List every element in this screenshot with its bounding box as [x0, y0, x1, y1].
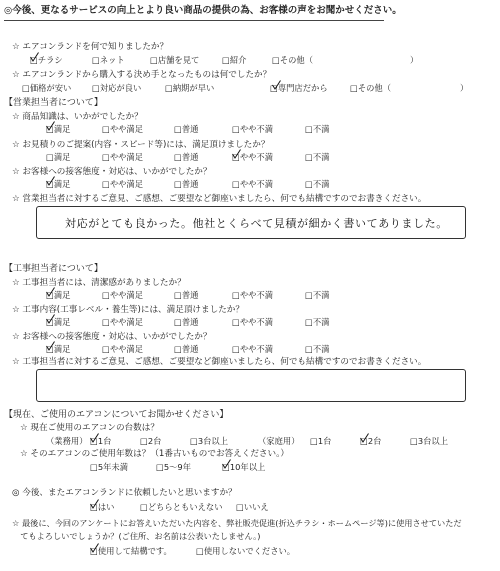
sales-q3-opt-neutral[interactable]: □普通: [174, 179, 199, 189]
check-mark-icon: [272, 80, 281, 90]
construction-q2: ☆ 工事内容(工事レベル・養生等)には、満足頂けましたか？: [12, 305, 244, 315]
final-allow[interactable]: □使用して結構です。: [90, 546, 172, 556]
check-mark-icon: [46, 121, 55, 131]
construction-q1-opt-somewhat-satisfied[interactable]: □やや満足: [102, 290, 144, 300]
q1-option-net[interactable]: □ネット: [92, 55, 125, 65]
check-mark-icon: [46, 341, 55, 351]
check-mark-icon: [360, 433, 369, 443]
check-mark-icon: [46, 287, 55, 297]
construction-q1: ☆ 工事担当者には、清潔感がありましたか？: [12, 278, 186, 288]
construction-q3: ☆ お客様への接客態度・対応は、いかがでしたか？: [12, 332, 212, 342]
construction-q2-opt-somewhat-satisfied[interactable]: □やや満足: [102, 317, 144, 327]
final-question-line1: ☆ 最後に、今回のアンケートにお答えいただいた内容を、弊社販売促進(折込チラシ・ホームページ等)に使用させていただ: [12, 518, 462, 528]
again-neutral[interactable]: □どちらともいえない: [140, 502, 223, 512]
construction-q2-opt-somewhat-dissatisfied[interactable]: □やや不満: [232, 317, 274, 327]
sales-q3-opt-dissatisfied[interactable]: □不満: [305, 179, 330, 189]
home-count-1[interactable]: □1台: [310, 436, 332, 446]
q1-option-referral[interactable]: □紹介: [222, 55, 247, 65]
current-business-label: （業務用）: [46, 436, 88, 446]
construction-comment-prompt: ☆ 工事担当者に対するご意見、ご感想、ご要望など御座いましたら、何でも結構ですのでお書きください。: [12, 357, 427, 367]
sales-q1: ☆ 商品知識は、いかがでしたか？: [12, 112, 143, 122]
business-count-1[interactable]: □1台: [90, 436, 112, 446]
construction-q3-opt-dissatisfied[interactable]: □不満: [305, 344, 330, 354]
q2-option-price[interactable]: □価格が安い: [22, 83, 72, 93]
current-count-question: ☆ 現在ご使用のエアコンの台数は？: [20, 423, 159, 433]
header-underline: [4, 20, 384, 21]
construction-q2-opt-neutral[interactable]: □普通: [174, 317, 199, 327]
check-mark-icon: [90, 433, 99, 443]
current-years-question: ☆ そのエアコンのご使用年数は？（1番古いものでお答えください。）: [20, 449, 289, 459]
construction-section-title: 【工事担当者について】: [4, 264, 103, 274]
sales-q1-opt-somewhat-dissatisfied[interactable]: □やや不満: [232, 124, 274, 134]
current-section-title: 【現在、ご使用のエアコンについてお聞かせください】: [4, 410, 229, 420]
years-under-5[interactable]: □5年未満: [90, 462, 129, 472]
q1-option-other-close: ）: [410, 55, 419, 65]
sales-q1-opt-satisfied[interactable]: □満足: [46, 124, 71, 134]
check-mark-icon: [90, 499, 99, 509]
check-mark-icon: [46, 314, 55, 324]
q2-question: ☆ エアコンランドから購入する決め手となったものは何でしたか？: [12, 70, 272, 80]
sales-q2-opt-dissatisfied[interactable]: □不満: [305, 152, 330, 162]
final-deny[interactable]: □使用しないでください。: [196, 546, 296, 556]
sales-q3-opt-somewhat-dissatisfied[interactable]: □やや不満: [232, 179, 274, 189]
sales-q2: ☆ お見積りのご提案(内容・スピード等)には、満足頂けましたか？: [12, 140, 270, 150]
construction-q1-opt-somewhat-dissatisfied[interactable]: □やや不満: [232, 290, 274, 300]
q1-option-flyer[interactable]: □チラシ: [30, 55, 63, 65]
construction-q3-opt-somewhat-dissatisfied[interactable]: □やや不満: [232, 344, 274, 354]
q1-option-other[interactable]: □その他（: [272, 55, 314, 65]
q2-option-specialist[interactable]: □専門店だから: [270, 83, 328, 93]
sales-comment-text: 対応がとても良かった。他社とくらべて見積が細かく書いてありました。: [65, 217, 448, 230]
years-5-9[interactable]: □5～9年: [156, 462, 191, 472]
check-mark-icon: [232, 149, 241, 159]
sales-q3: ☆ お客様への接客態度・対応は、いかがでしたか？: [12, 167, 212, 177]
construction-q1-opt-dissatisfied[interactable]: □不満: [305, 290, 330, 300]
again-yes[interactable]: □はい: [90, 502, 115, 512]
sales-q1-opt-neutral[interactable]: □普通: [174, 124, 199, 134]
years-10-plus[interactable]: □10年以上: [222, 462, 266, 472]
sales-q2-opt-neutral[interactable]: □普通: [174, 152, 199, 162]
home-count-3plus[interactable]: □3台以上: [410, 436, 449, 446]
construction-q2-opt-satisfied[interactable]: □満足: [46, 317, 71, 327]
sales-q2-opt-somewhat-dissatisfied[interactable]: □やや不満: [232, 152, 274, 162]
sales-comment-prompt: ☆ 営業担当者に対するご意見、ご感想、ご要望など御座いましたら、何でも結構ですのでお書きください。: [12, 194, 427, 204]
sales-q3-opt-somewhat-satisfied[interactable]: □やや満足: [102, 179, 144, 189]
survey-header: ◎今後、更なるサービスの向上とより良い商品の提供の為、お客様の声をお聞かせください。: [4, 5, 402, 16]
q2-option-delivery[interactable]: □納期が早い: [165, 83, 215, 93]
sales-q2-opt-somewhat-satisfied[interactable]: □やや満足: [102, 152, 144, 162]
q1-option-store[interactable]: □店舗を見て: [150, 55, 200, 65]
check-mark-icon: [222, 459, 231, 469]
check-mark-icon: [30, 52, 39, 62]
sales-q1-opt-dissatisfied[interactable]: □不満: [305, 124, 330, 134]
sales-q1-opt-somewhat-satisfied[interactable]: □やや満足: [102, 124, 144, 134]
construction-q2-opt-dissatisfied[interactable]: □不満: [305, 317, 330, 327]
again-question: ◎ 今後、またエアコンランドに依頼したいと思いますか？: [12, 488, 237, 498]
home-count-2[interactable]: □2台: [360, 436, 382, 446]
final-question-line2: てもよろしいでしょうか？(ご住所、お名前は公表いたしません。): [12, 531, 261, 541]
business-count-3plus[interactable]: □3台以上: [190, 436, 229, 446]
check-mark-icon: [46, 176, 55, 186]
again-no[interactable]: □いいえ: [236, 502, 269, 512]
q2-option-other-close: ）: [460, 83, 469, 93]
sales-q3-opt-satisfied[interactable]: □満足: [46, 179, 71, 189]
construction-q1-opt-neutral[interactable]: □普通: [174, 290, 199, 300]
q2-option-service[interactable]: □対応が良い: [92, 83, 142, 93]
construction-q3-opt-somewhat-satisfied[interactable]: □やや満足: [102, 344, 144, 354]
sales-comment-box[interactable]: [36, 206, 466, 239]
sales-q2-opt-satisfied[interactable]: □満足: [46, 152, 71, 162]
q1-question: ☆ エアコンランドを何で知りましたか？: [12, 42, 169, 52]
current-home-label: （家庭用）: [258, 436, 300, 446]
check-mark-icon: [90, 543, 99, 553]
business-count-2[interactable]: □2台: [140, 436, 162, 446]
construction-comment-box[interactable]: [36, 369, 466, 402]
construction-q3-opt-satisfied[interactable]: □満足: [46, 344, 71, 354]
construction-q1-opt-satisfied[interactable]: □満足: [46, 290, 71, 300]
construction-q3-opt-neutral[interactable]: □普通: [174, 344, 199, 354]
sales-section-title: 【営業担当者について】: [4, 98, 103, 108]
q2-option-other[interactable]: □その他（: [350, 83, 392, 93]
